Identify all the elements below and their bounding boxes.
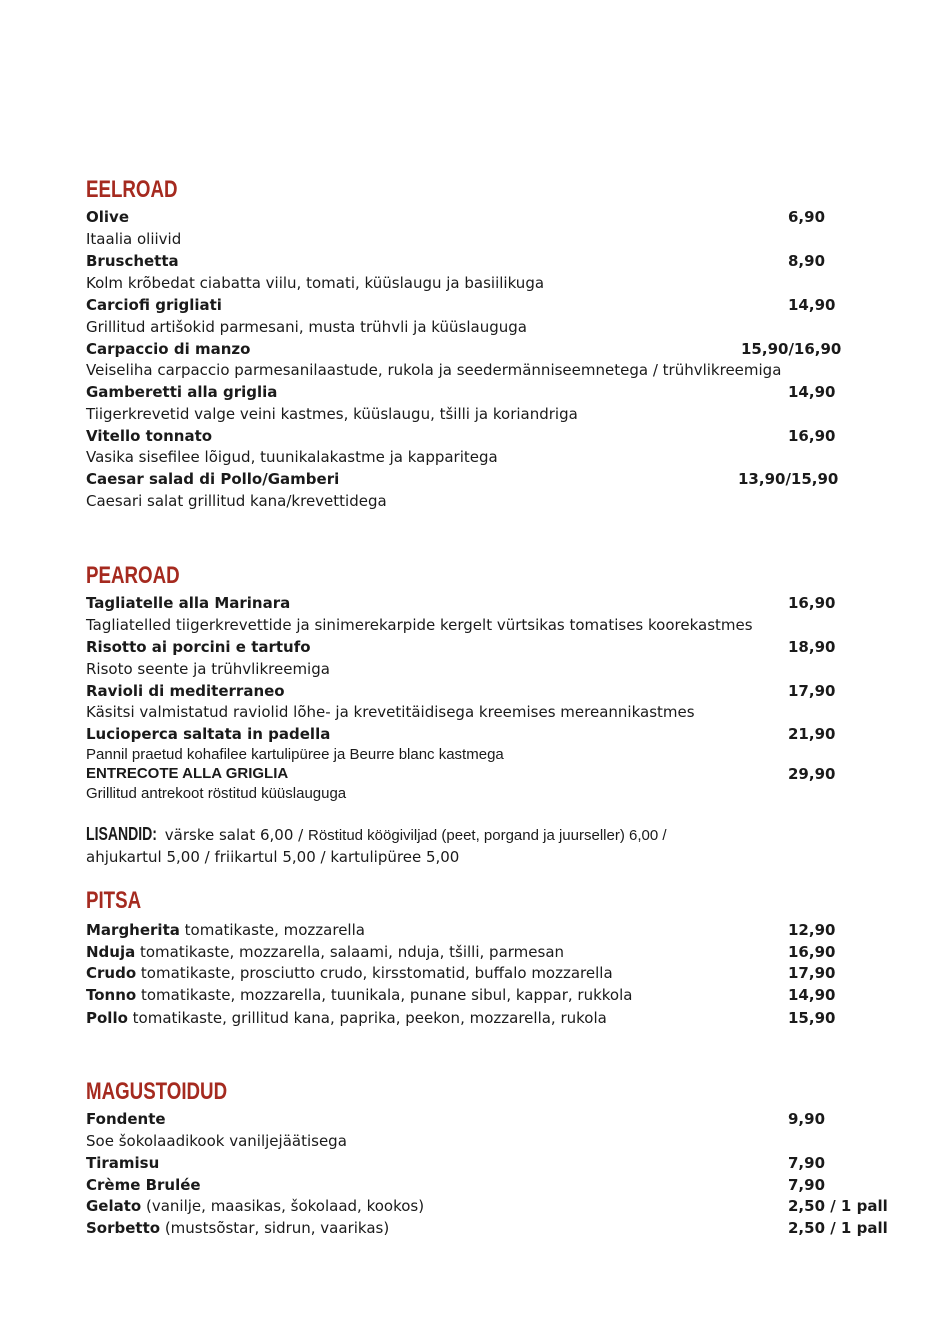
menu-item-price: 15,90 — [788, 1009, 836, 1027]
menu-item-price: 2,50 / 1 pall — [788, 1219, 888, 1237]
section-title-pearoad: PEAROAD — [86, 562, 180, 589]
menu-item-price: 9,90 — [788, 1110, 826, 1128]
menu-item-price: 29,90 — [788, 765, 836, 783]
menu-item-name: Tagliatelle alla Marinara — [86, 594, 291, 612]
menu-item-name: Tonno — [86, 986, 137, 1004]
menu-item-name: Gamberetti alla griglia — [86, 383, 278, 401]
menu-item-price: 14,90 — [788, 296, 836, 314]
menu-item-description: Kolm krõbedat ciabatta viilu, tomati, küüslaugu ja basiilikuga — [86, 274, 545, 292]
menu-item-name: ENTRECOTE ALLA GRIGLIA — [86, 765, 289, 782]
menu-item-price: 16,90 — [788, 427, 836, 445]
menu-item-description: Vasika sisefilee lõigud, tuunikalakastme ja kapparitega — [86, 448, 498, 466]
menu-item-description: tomatikaste, mozzarella, tuunikala, punane sibul, kappar, rukkola — [136, 986, 633, 1004]
menu-item-description: tomatikaste, mozzarella, salaami, nduja, tšilli, parmesan — [135, 943, 565, 961]
menu-item-description: Pannil praetud kohafilee kartulipüree ja Beurre blanc kastmega — [86, 746, 504, 763]
menu-item-price: 8,90 — [788, 252, 826, 270]
section-title-magustoidud: MAGUSTOIDUD — [86, 1078, 228, 1105]
menu-item-description: Käsitsi valmistatud raviolid lõhe- ja krevetitäidisega kreemises mereannikastmes — [86, 703, 695, 721]
sides-label: LISANDID: — [86, 824, 157, 844]
menu-item-description: Grillitud artišokid parmesani, musta trühvli ja küüslauguga — [86, 318, 527, 336]
menu-item-name: Fondente — [86, 1110, 166, 1128]
menu-item-price: 6,90 — [788, 208, 826, 226]
menu-item-description: Caesari salat grillitud kana/krevettidega — [86, 492, 387, 510]
menu-item-price: 17,90 — [788, 682, 836, 700]
menu-item-price: 13,90/15,90 — [738, 470, 839, 488]
menu-item-description: tomatikaste, prosciutto crudo, kirsstomatid, buffalo mozzarella — [136, 964, 613, 982]
menu-item — [86, 1218, 389, 1238]
menu-item-name: Crème Brulée — [86, 1176, 201, 1194]
menu-item-name: Bruschetta — [86, 252, 179, 270]
menu-item-price: 7,90 — [788, 1176, 826, 1194]
menu-item — [86, 1008, 607, 1028]
menu-item — [86, 920, 365, 940]
menu-item-price: 2,50 / 1 pall — [788, 1197, 888, 1215]
menu-item-name: Olive — [86, 208, 129, 226]
menu-item-price: 16,90 — [788, 943, 836, 961]
menu-item-name: Pollo — [86, 1009, 128, 1027]
sides-line — [86, 824, 667, 846]
menu-item-description: tomatikaste, mozzarella — [179, 921, 365, 939]
menu-item-description: Soe šokolaadikook vaniljejäätisega — [86, 1132, 347, 1150]
menu-item — [86, 963, 613, 983]
menu-item-description: Tagliatelled tiigerkrevettide ja sinimerekarpide kergelt vürtsikas tomatises koorekastmes — [86, 616, 753, 634]
menu-item-description: (mustsõstar, sidrun, vaarikas) — [160, 1219, 390, 1237]
menu-item-name: Sorbetto — [86, 1219, 161, 1237]
menu-item-name: Nduja — [86, 943, 136, 961]
sides-line: ahjukartul 5,00 / friikartul 5,00 / kartulipüree 5,00 — [86, 848, 460, 866]
menu-item-name: Gelato — [86, 1197, 142, 1215]
menu-item-name: Vitello tonnato — [86, 427, 213, 445]
menu-item-price: 21,90 — [788, 725, 836, 743]
menu-item-price: 15,90/16,90 — [741, 340, 842, 358]
sides-text: Röstitud köögiviljad (peet, porgand ja juurseller) 6,00 / — [307, 827, 667, 844]
menu-item-price: 16,90 — [788, 594, 836, 612]
menu-item-price: 12,90 — [788, 921, 836, 939]
menu-item-name: Carpaccio di manzo — [86, 340, 251, 358]
menu-item-description: Itaalia oliivid — [86, 230, 182, 248]
menu-item-price: 17,90 — [788, 964, 836, 982]
menu-item-description: Tiigerkrevetid valge veini kastmes, küüslaugu, tšilli ja koriandriga — [86, 405, 578, 423]
menu-item-description: Grillitud antrekoot röstitud küüslauguga — [86, 785, 347, 802]
menu-item-name: Risotto ai porcini e tartufo — [86, 638, 311, 656]
menu-item-price: 7,90 — [788, 1154, 826, 1172]
menu-item — [86, 942, 564, 962]
section-title-eelroad: EELROAD — [86, 176, 178, 203]
menu-item-name: Margherita — [86, 921, 180, 939]
menu-item — [86, 1196, 424, 1216]
menu-item-name: Carciofi grigliati — [86, 296, 222, 314]
menu-item-price: 18,90 — [788, 638, 836, 656]
menu-item-name: Crudo — [86, 964, 137, 982]
menu-item-name: Tiramisu — [86, 1154, 160, 1172]
menu-item-price: 14,90 — [788, 383, 836, 401]
menu-item — [86, 985, 632, 1005]
menu-item-description: (vanilje, maasikas, šokolaad, kookos) — [141, 1197, 425, 1215]
section-title-pitsa: PITSA — [86, 887, 142, 914]
menu-item-price: 14,90 — [788, 986, 836, 1004]
menu-item-description: tomatikaste, grillitud kana, paprika, peekon, mozzarella, rukola — [127, 1009, 607, 1027]
menu-item-description: Veiseliha carpaccio parmesanilaastude, rukola ja seedermänniseemnetega / trühvlikreemiga — [86, 361, 782, 379]
menu-item-description: Risoto seente ja trühvlikreemiga — [86, 660, 330, 678]
menu-item-name: Lucioperca saltata in padella — [86, 725, 331, 743]
menu-item-name: Ravioli di mediterraneo — [86, 682, 285, 700]
sides-text: värske salat 6,00 / — [160, 826, 308, 844]
menu-item-name: Caesar salad di Pollo/Gamberi — [86, 470, 340, 488]
